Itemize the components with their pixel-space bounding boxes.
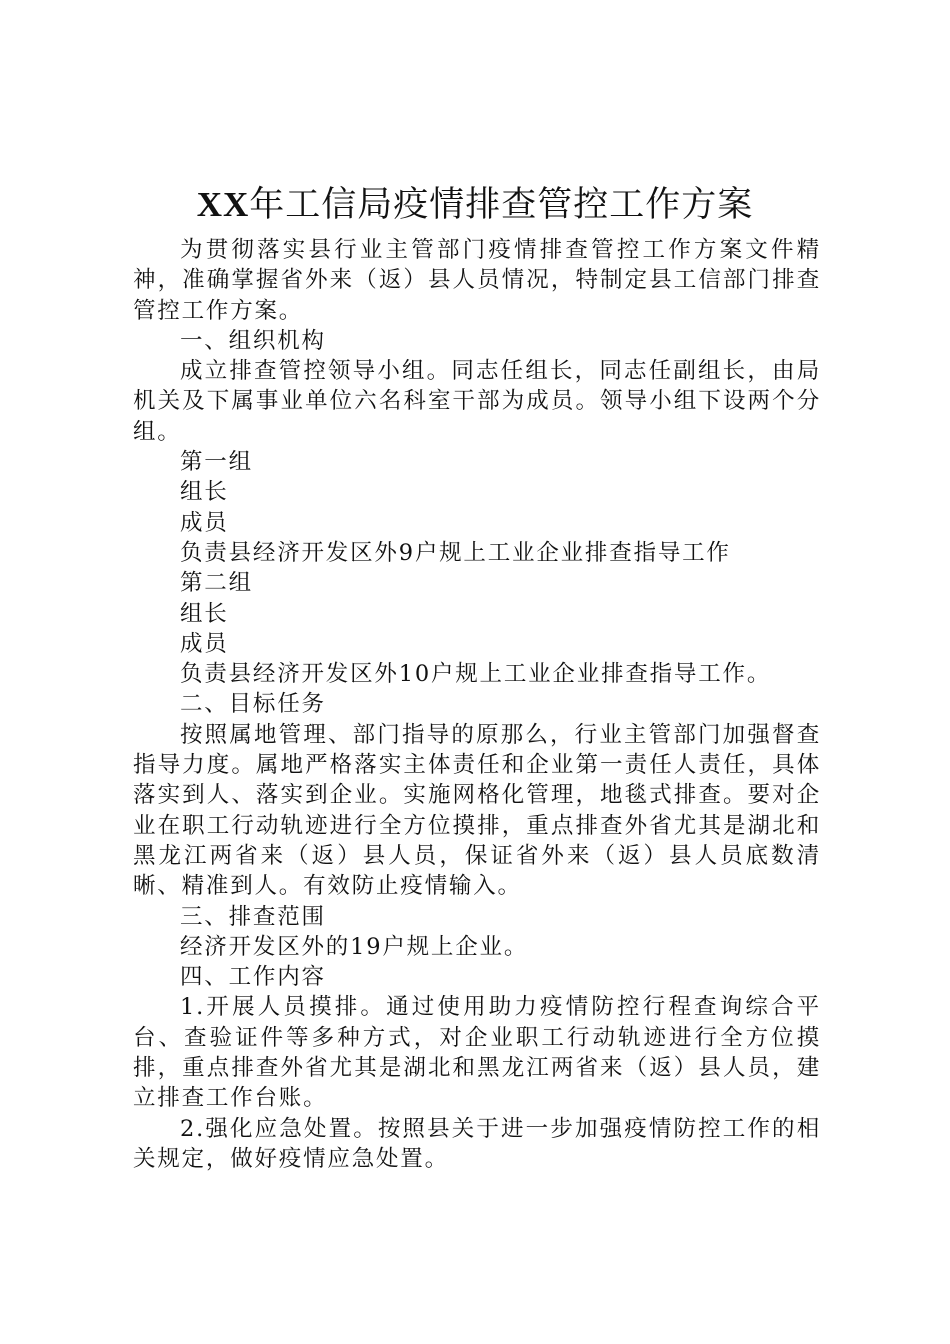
section-heading-goals: 二、目标任务 xyxy=(180,691,326,718)
group-one-members: 成员 xyxy=(180,509,229,536)
scope-paragraph: 经济开发区外的19户规上企业。 xyxy=(180,933,529,960)
group-two-members: 成员 xyxy=(180,630,229,657)
group-two-heading: 第二组 xyxy=(180,570,253,597)
group-one-leader: 组长 xyxy=(180,479,229,506)
group-one-heading: 第一组 xyxy=(180,449,253,476)
title-prefix: XX xyxy=(196,185,250,224)
group-one-duty: 负责县经济开发区外9户规上工业企业排查指导工作 xyxy=(180,539,731,566)
document-title xyxy=(0,180,950,230)
goals-paragraph: 按照属地管理、部门指导的原那么，行业主管部门加强督查指导力度。属地严格落实主体责任和企业第一责任人责任，具体落实到人、落实到企业。实施网格化管理，地毯式排查。要对企业在职工行动轨迹进行全方位摸排，重点排查外省尤其是湖北和黑龙江两省来（返）县人员，保证省外来（返）县人员底数清晰、精准到人。有效防止疫情输入。 xyxy=(133,721,821,900)
content-item-1: 1.开展人员摸排。通过使用助力疫情防控行程查询综合平台、查验证件等多种方式，对企业职工行动轨迹进行全方位摸排，重点排查外省尤其是湖北和黑龙江两省来（返）县人员，建立排查工作台账。 xyxy=(133,994,821,1112)
group-two-leader: 组长 xyxy=(180,600,229,627)
intro-paragraph: 为贯彻落实县行业主管部门疫情排查管控工作方案文件精神，准确掌握省外来（返）县人员情况，特制定县工信部门排查管控工作方案。 xyxy=(133,237,821,324)
content-item-2: 2.强化应急处置。按照县关于进一步加强疫情防控工作的相关规定，做好疫情应急处置。 xyxy=(133,1115,821,1172)
section-heading-scope: 三、排查范围 xyxy=(180,903,326,930)
section-heading-organization: 一、组织机构 xyxy=(180,327,326,354)
title-text: 年工信局疫情排查管控工作方案 xyxy=(249,185,754,225)
group-two-duty: 负责县经济开发区外10户规上工业企业排查指导工作。 xyxy=(180,661,772,688)
document-body xyxy=(133,235,821,1174)
organization-paragraph: 成立排查管控领导小组。同志任组长，同志任副组长，由局机关及下属事业单位六名科室干部为成员。领导小组下设两个分组。 xyxy=(133,358,821,445)
section-heading-content: 四、工作内容 xyxy=(180,964,326,991)
